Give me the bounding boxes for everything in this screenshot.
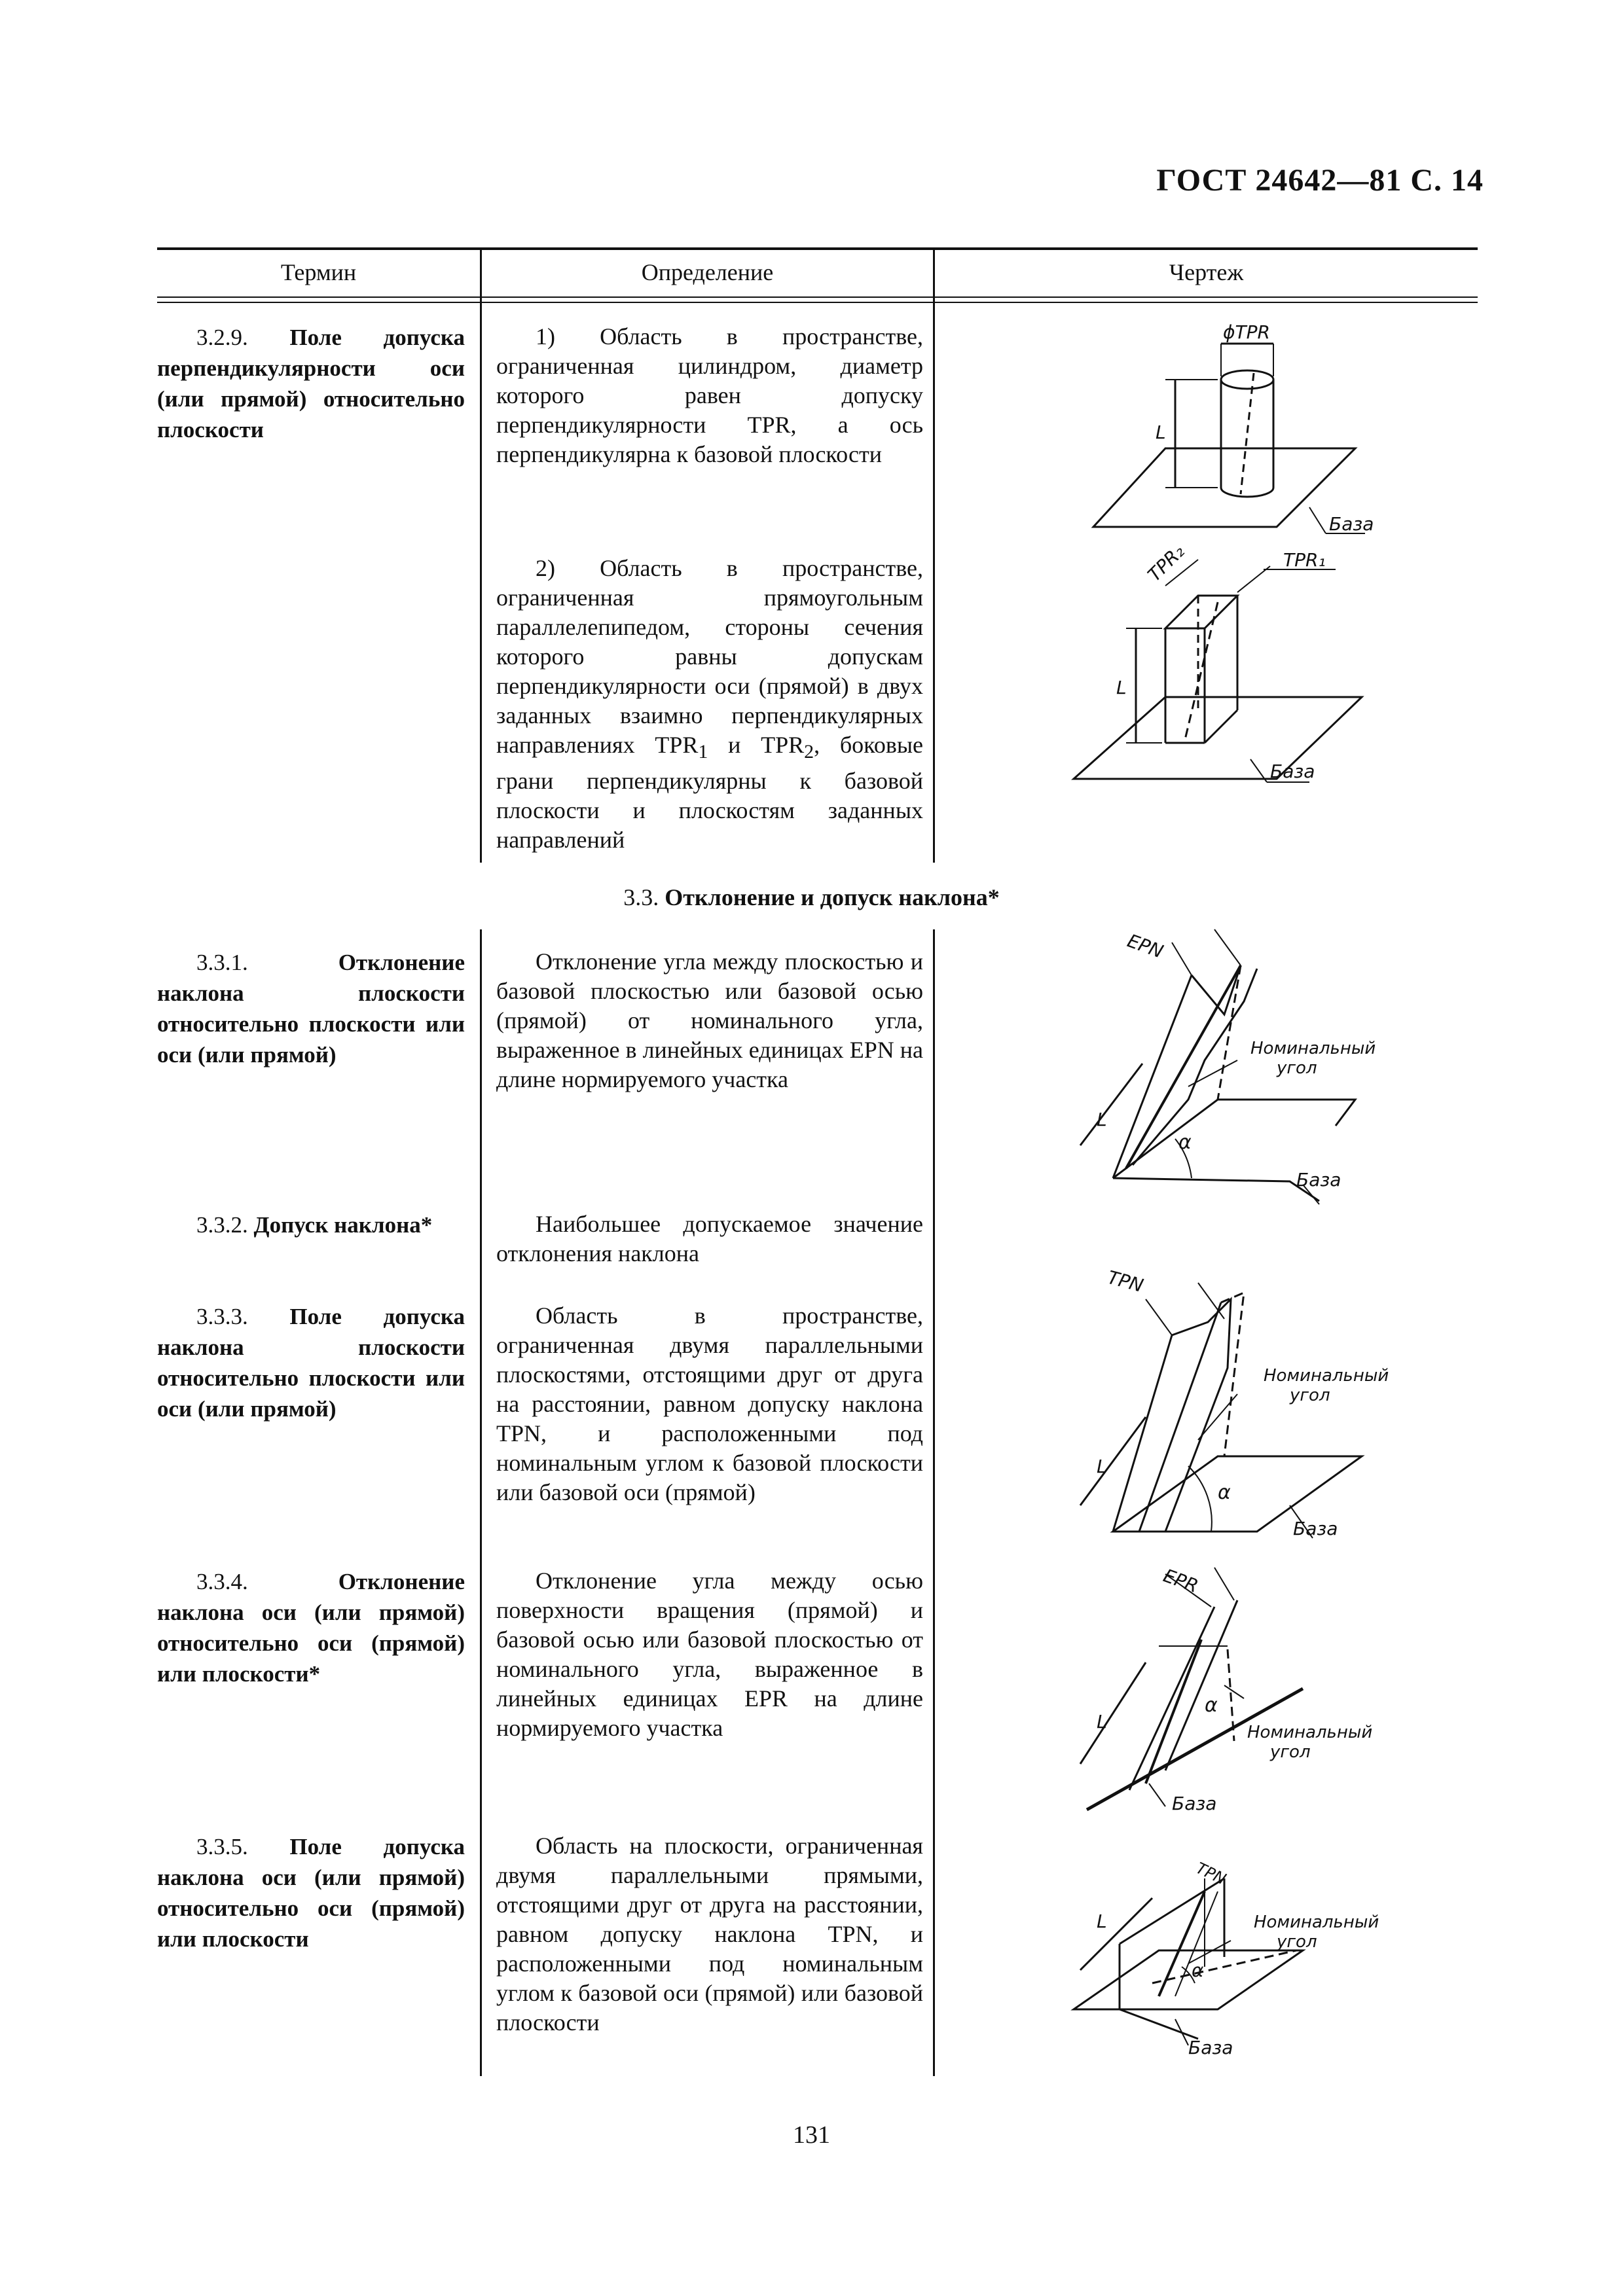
length-dimension — [1080, 1417, 1146, 1505]
extension-line — [1214, 929, 1241, 965]
l-label: L — [1156, 422, 1166, 443]
page-number: 131 — [793, 2121, 830, 2149]
base-plane-edge — [1113, 1178, 1319, 1201]
table-top-rule — [157, 247, 1478, 250]
nominal-label-2: угол — [1270, 1742, 1311, 1762]
nominal-label-2: угол — [1277, 1058, 1317, 1078]
section-heading-3-3 — [0, 884, 1623, 911]
plane-edge — [1113, 1335, 1172, 1532]
l-label: L — [1097, 1109, 1107, 1130]
definition-text: , боковые грани перпендикулярны к базовой плоскости и плоскостям заданных направлений — [496, 732, 923, 853]
term-number: 3.3.2. — [196, 1212, 248, 1238]
nominal-label: Номинальный — [1247, 1723, 1373, 1742]
box-edge — [1120, 1878, 1224, 1944]
length-dimension — [1080, 1662, 1146, 1764]
l-label: L — [1116, 677, 1127, 698]
leader-line — [1198, 1394, 1237, 1440]
epn-label: EPN — [1124, 929, 1167, 963]
definition-text: Область на плоскости, ограниченная двумя параллельными прямыми, отстоящими друг от друга на расстоянии, равном допуску наклона TPN, и расположенными под номинальным углом к базовой оси (прямой) или базовой плоскости — [496, 1833, 923, 2036]
nominal-label-2: угол — [1290, 1386, 1330, 1405]
base-plane-edge — [1113, 1100, 1355, 1178]
leader-line — [1149, 1784, 1165, 1806]
nominal-label: Номинальный — [1250, 1039, 1376, 1058]
base-label: База — [1188, 2037, 1233, 2058]
column-divider-2b — [933, 929, 935, 2076]
nominal-label: Номинальный — [1254, 1912, 1379, 1932]
extension-line — [1172, 942, 1192, 975]
drawing-cylinder-tolerance — [1080, 317, 1375, 543]
l-label: L — [1097, 1910, 1107, 1932]
standard-header: ГОСТ 24642—81 С. 14 — [1156, 163, 1484, 198]
definition-text: Наибольшее допускаемое значение отклонения наклона — [496, 1211, 923, 1266]
leader-line — [1309, 507, 1326, 533]
leader-line — [1224, 1685, 1244, 1698]
alpha-label: α — [1192, 1960, 1204, 1981]
term-number: 3.3.5. — [196, 1834, 248, 1859]
definition-3-3-2 — [496, 1210, 923, 1268]
column-divider-1b — [480, 929, 482, 2076]
column-header-definition: Определение — [641, 259, 774, 285]
term-number: 3.3.4. — [196, 1569, 248, 1594]
term-3-2-9 — [157, 322, 465, 445]
length-dimension — [1080, 1064, 1142, 1145]
definition-text: Отклонение угла между осью поверхности вращения (прямой) и базовой осью или базовой плоскостью от номинального угла, выраженное в линейных единицах EPR на длине нормируемого участка — [496, 1568, 923, 1741]
l-label: L — [1097, 1711, 1107, 1732]
cylinder-top — [1221, 370, 1273, 389]
definition-text: 2) Область в пространстве, ограниченная прямоугольным параллелепипедом, стороны сечения которого равны допускам перпендикулярности оси (прямой) в двух заданных взаимно перпендикулярных направлениях TPR — [496, 555, 923, 758]
alpha-label: α — [1178, 1131, 1192, 1154]
section-number: 3.3. — [623, 884, 659, 910]
column-divider-2 — [933, 247, 935, 863]
nominal-label: Номинальный — [1264, 1366, 1389, 1386]
drawing-parallelepiped-tolerance — [1067, 540, 1375, 792]
definition-text: и TPR — [708, 732, 805, 758]
leader-line — [1175, 2019, 1188, 2045]
base-label: База — [1172, 1793, 1217, 1814]
column-header-term: Термин — [280, 259, 357, 285]
base-plane-edge — [1120, 2009, 1198, 2039]
term-text: Отклонение наклона оси (или прямой) относительно оси (прямой) или плоскости* — [157, 1569, 465, 1687]
base-label: База — [1296, 1169, 1341, 1191]
length-dimension — [1080, 1898, 1152, 1970]
term-number: 3.2.9. — [196, 325, 248, 350]
definition-3-3-1 — [496, 947, 923, 1094]
base-plane-shape — [1074, 697, 1362, 779]
definition-text: Область в пространстве, ограниченная двумя параллельными плоскостями, отстоящими друг от друга на расстоянии, равном допуску наклона TPN, и расположенными под номинальным углом к базовой плоскости или базовой оси (прямой) — [496, 1302, 923, 1505]
column-header-drawing: Чертеж — [1169, 259, 1244, 285]
base-plane-shape — [1093, 448, 1355, 527]
box-top — [1165, 596, 1237, 628]
definition-3-2-9-2 — [496, 554, 923, 855]
section-title: Отклонение и допуск наклона* — [665, 884, 1000, 910]
term-3-3-1 — [157, 947, 465, 1070]
definition-text: Отклонение угла между плоскостью и базовой плоскостью или базовой осью (прямой) от номинального угла, выраженное в линейных единицах EPN на длине нормируемого участка — [496, 948, 923, 1092]
drawing-axis-inclination-deviation — [1074, 1564, 1388, 1823]
drawing-inclination-tolerance-zone — [1074, 1263, 1388, 1551]
tpr1-label: TPR₁ — [1283, 549, 1326, 571]
definition-3-3-3 — [496, 1301, 923, 1507]
tpn-label: TPN — [1105, 1266, 1146, 1297]
l-label: L — [1097, 1456, 1107, 1477]
term-text: Поле допуска наклона оси (или прямой) относительно оси (прямой) или плоскости — [157, 1834, 465, 1952]
drawing-axis-inclination-tolerance-zone — [1067, 1852, 1388, 2068]
leader-line — [1188, 1060, 1237, 1086]
axis-line — [1241, 373, 1254, 494]
subscript: 1 — [698, 741, 708, 763]
term-text: Допуск наклона* — [253, 1212, 433, 1238]
drawing-inclination-deviation — [1074, 929, 1388, 1208]
extension-line — [1198, 1283, 1224, 1319]
definition-text: 1) Область в пространстве, ограниченная цилиндром, диаметр которого равен допуску перпендикулярности TPR, а ось перпендикулярна к базовой плоскости — [496, 323, 923, 467]
term-3-3-2 — [157, 1210, 465, 1240]
term-3-3-4 — [157, 1566, 465, 1689]
nominal-label-2: угол — [1277, 1932, 1317, 1952]
tpn-label: TPN — [1193, 1859, 1229, 1889]
extension-line — [1214, 1568, 1234, 1600]
term-text: Поле допуска перпендикулярности оси (или прямой) относительно плоскости — [157, 325, 465, 442]
cylinder-bottom — [1221, 488, 1273, 497]
term-number: 3.3.1. — [196, 950, 248, 975]
term-number: 3.3.3. — [196, 1304, 248, 1329]
tpr2-label: TPR₂ — [1143, 540, 1189, 586]
definition-3-3-4 — [496, 1566, 923, 1743]
base-label: База — [1329, 513, 1374, 535]
epr-label: EPR — [1160, 1564, 1201, 1598]
definition-3-2-9-1 — [496, 322, 923, 469]
base-label: База — [1270, 761, 1315, 782]
table-head-rule — [157, 296, 1478, 298]
extension-line — [1146, 1299, 1172, 1335]
base-plane-shape — [1074, 1950, 1303, 2009]
term-3-3-3 — [157, 1301, 465, 1424]
base-label: База — [1293, 1518, 1338, 1539]
table-head-rule-2 — [157, 302, 1478, 303]
plane-edge — [1133, 969, 1257, 1165]
term-3-3-5 — [157, 1831, 465, 1954]
alpha-label: α — [1205, 1694, 1218, 1717]
box-edge — [1205, 710, 1237, 743]
alpha-label: α — [1218, 1481, 1231, 1504]
axis-line — [1185, 602, 1218, 740]
definition-3-3-5 — [496, 1831, 923, 2037]
subscript: 2 — [804, 741, 814, 763]
term-text: Поле допуска наклона плоскости относительно плоскости или оси (или прямой) — [157, 1304, 465, 1422]
column-divider-1 — [480, 247, 482, 863]
term-text: Отклонение наклона плоскости относительно плоскости или оси (или прямой) — [157, 950, 465, 1067]
dia-label: ϕTPR — [1223, 321, 1270, 343]
